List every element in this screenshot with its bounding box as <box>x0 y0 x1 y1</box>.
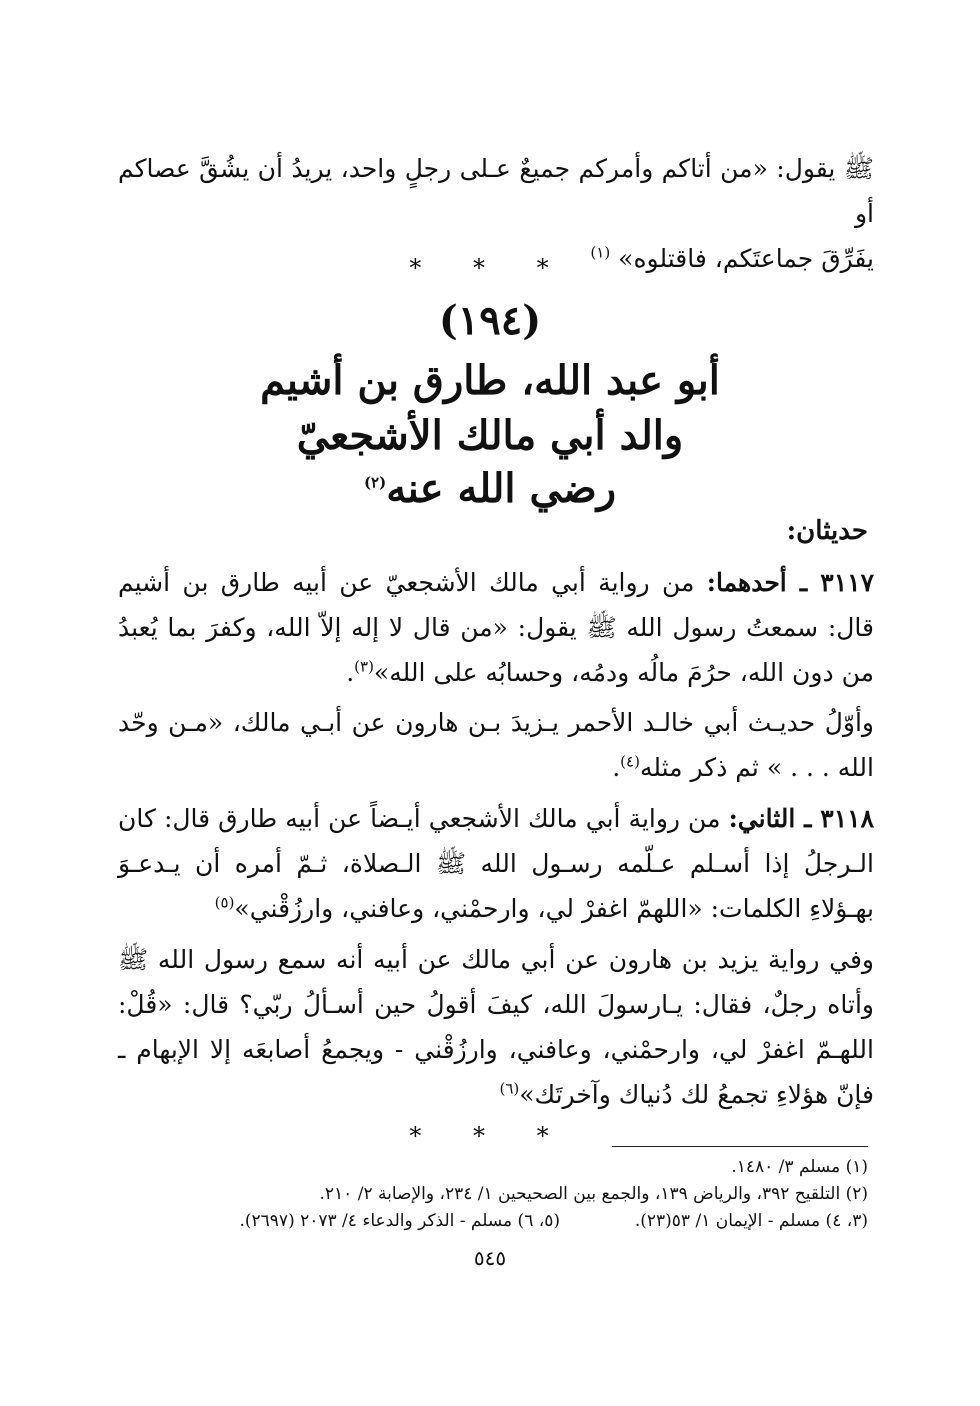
entry-title-blessing: رضي الله عنه <box>386 465 617 512</box>
footnote-5-6: (٥، ٦) مسلم - الذكر والدعاء ٤/ ٢٠٧٣ (٢٦٩٧). <box>239 1211 560 1231</box>
intro-line-1: ﷺ يقول: «من أتاكم وأمركم جميعٌ عـلى رجلٍ واحد، يريدُ أن يشُقَّ عصاكم أو <box>118 154 874 228</box>
footnote-ref: (٦) <box>499 1079 520 1098</box>
hadith-text: من رواية أبي مالك الأشجعي أيـضاً عن أبيه طارق قال: كان الـرجلُ إذا أسـلم عـلّمه رسـول الله ﷺ الـصلاة، ثـمّ أمره أن يـدعـوَ بهـؤلاءِ الكلمات: «اللهمّ اغفرْ لي، وارحمْني، وعافني، وارزُقْني» <box>118 804 874 923</box>
entry-title-line-1: أبو عبد الله، طارق بن أشيم <box>260 357 720 404</box>
section-separator: * * * <box>409 1122 571 1150</box>
footnote-1: (١) مسلم ٣/ ١٤٨٠. <box>731 1157 868 1177</box>
hadith-text: من رواية أبي مالك الأشجعيّ عن أبيه طارق بن أشيم قال: سمعتُ رسول الله ﷺ يقول: «من قال لا إله إلاّ الله، وكفرَ بما يُعبدُ من دون الله، حرُمَ مالُه ودمُه، وحسابُه على الله» <box>118 568 874 687</box>
hadith-paragraph: ٣١١٧ ـ أحدهما: من رواية أبي مالك الأشجعيّ عن أبيه طارق بن أشيم قال: سمعتُ رسول الله ﷺ يقول: «من قال لا إله إلاّ الله، وكفرَ بما يُعبدُ من دون الله، حرُمَ مالُه ودمُه، وحسابُه على الله»$^{(٣)}$. <box>118 568 874 687</box>
intro-line-2: يفَرِّقَ جماعتَكم، فاقتلوه» <box>618 244 874 273</box>
hadith-number-label: ٣١١٨ ـ الثاني: <box>728 804 874 833</box>
hadith-count-heading: حديثان: <box>786 516 868 546</box>
footnote-ref: (٢) <box>363 473 387 492</box>
footnote-3-4: (٣، ٤) مسلم - الإيمان ١/ ٥٣(٢٣). <box>634 1211 868 1231</box>
hadith-note-paragraph: وأوّلُ حديـث أبي خالـد الأحمر يـزيدَ بـن هارون عن أبـي مالك، «مـن وحّد الله . . . » ثم ذكر مثله$^{(٤)}$. <box>118 708 874 782</box>
footnote-2: (٢) التلقيح ٣٩٢، والرياض ١٣٩، والجمع بين الصحيحين ١/ ٢٣٤، والإصابة ٢/ ٢١٠. <box>319 1184 868 1204</box>
footnote-divider <box>612 1146 868 1147</box>
entry-title-line-2: والد أبي مالك الأشجعيّ <box>296 412 684 459</box>
hadith-note-paragraph <box>118 937 874 1117</box>
entry-title-line-3 <box>0 460 980 518</box>
footnote-ref: (٤) <box>620 752 640 771</box>
footnote-ref: (٣) <box>354 657 374 676</box>
hadith-number-label: ٣١١٧ ـ أحدهما: <box>706 568 874 597</box>
page-number: ٥٤٥ <box>473 1246 507 1270</box>
hadith-note-text: وأوّلُ حديـث أبي خالـد الأحمر يـزيدَ بـن هارون عن أبـي مالك، «مـن وحّد الله . . . » ثم ذكر مثله <box>118 708 874 782</box>
entry-number: (١٩٤) <box>438 297 542 344</box>
section-separator: * * * <box>409 254 571 282</box>
hadith-paragraph <box>118 796 874 931</box>
footnote-ref: (٥) <box>214 893 235 912</box>
hadith-note-text: وفي رواية يزيد بن هارون عن أبي مالك عن أبيه أنه سمع رسول الله ﷺ وأتاه رجلٌ، فقال: يـارسولَ الله، كيفَ أقولُ حين أسـألُ ربّي؟ قال: «قُلْ: اللهـمّ اغفرْ لي، وارحمْني، وعافني، وارزُقْني - ويجمعُ أصابعَه إلا الإبهام ـ فإنّ هؤلاءِ تجمعُ لك دُنياك وآخرتَك» <box>118 945 874 1109</box>
footnote-ref: (١) <box>590 243 611 262</box>
